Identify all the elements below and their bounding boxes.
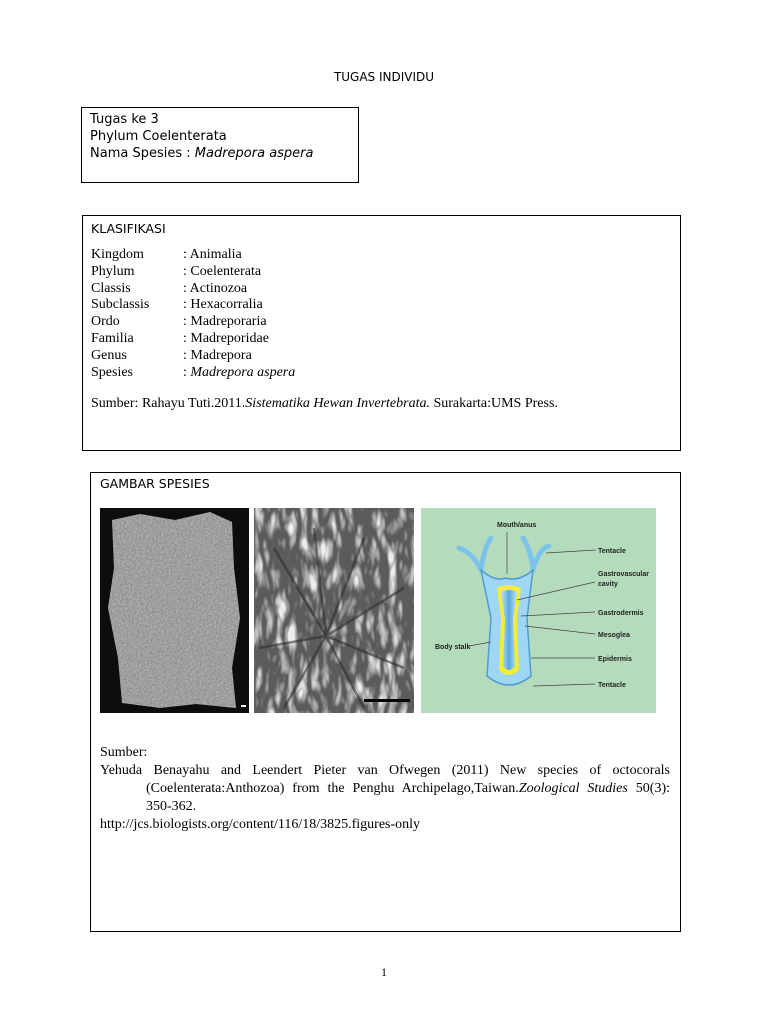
- label-gastro-cavity-1: Gastrovascular: [598, 571, 649, 578]
- classification-row: [91, 314, 672, 331]
- images-heading: GAMBAR SPESIES: [100, 476, 210, 491]
- classification-row: [91, 348, 672, 365]
- row-key: Kingdom: [91, 247, 144, 262]
- page-number: 1: [381, 965, 387, 979]
- coral-photo-closeup: [254, 508, 414, 713]
- label-body-stalk: Body stalk: [435, 644, 471, 651]
- task-info-box: [81, 107, 359, 183]
- label-tentacle-top: Tentacle: [598, 548, 626, 555]
- coelenterate-anatomy-diagram: [421, 508, 656, 713]
- classification-source: [91, 396, 672, 412]
- source-title: Sistematika Hewan Invertebrata.: [245, 396, 430, 412]
- label-mesoglea: Mesoglea: [598, 632, 630, 639]
- row-key: Familia: [91, 330, 134, 346]
- reference-1-text: Yehuda Benayahu and Leendert Pieter van Ofwegen (2011) New species of octocorals (Coelenterata:Anthozoa) from the Penghu Archipelago,Taiwan.: [100, 763, 670, 796]
- species-line: [90, 145, 350, 162]
- row-key: Ordo: [91, 314, 120, 330]
- classification-row: [91, 264, 672, 281]
- row-value: : Madreporaria: [183, 314, 267, 330]
- classification-box: [82, 215, 681, 451]
- row-value: : Hexacorralia: [183, 297, 263, 313]
- row-key: Phylum: [91, 263, 135, 279]
- row-key: Genus: [91, 347, 127, 363]
- page-title: TUGAS INDIVIDU: [333, 70, 435, 84]
- label-gastro-cavity-2: cavity: [598, 581, 618, 588]
- species-images-box: [90, 472, 681, 932]
- reference-1-end: 50(3): 350-362.: [146, 781, 670, 814]
- row-key: Subclassis: [91, 297, 150, 313]
- source-suffix: Surakarta:UMS Press.: [429, 396, 558, 412]
- coral-photo-whole: [100, 508, 249, 713]
- reference-1-journal: Zoological Studies: [518, 781, 628, 796]
- label-tentacle-bottom: Tentacle: [598, 682, 626, 689]
- classification-row: [91, 281, 672, 298]
- classification-row: [91, 247, 672, 264]
- label-mouth: Mouth/anus: [497, 522, 537, 529]
- row-value: : Animalia: [183, 247, 242, 262]
- label-gastrodermis: Gastrodermis: [598, 610, 644, 617]
- label-epidermis: Epidermis: [598, 656, 632, 663]
- source-prefix: Sumber: Rahayu Tuti.2011.: [91, 396, 246, 412]
- classification-row: [91, 297, 672, 314]
- row-key: Classis: [91, 280, 131, 296]
- classification-row: [91, 331, 672, 348]
- classification-heading: KLASIFIKASI: [91, 221, 166, 236]
- row-value: Madrepora aspera: [190, 364, 296, 380]
- row-value-sep: :: [183, 364, 191, 380]
- sources-heading: Sumber:: [100, 745, 148, 760]
- species-name: Madrepora aspera: [194, 146, 314, 161]
- reference-2-url[interactable]: http://jcs.biologists.org/content/116/18/3825.figures-only: [100, 817, 421, 832]
- reference-1: [100, 762, 670, 816]
- phylum-line: Phylum Coelenterata: [90, 129, 227, 144]
- species-label: Nama Spesies :: [90, 146, 195, 161]
- image-sources: [100, 744, 670, 834]
- task-number: Tugas ke 3: [90, 112, 159, 127]
- classification-row: [91, 365, 672, 382]
- row-value: : Madreporidae: [183, 330, 269, 346]
- row-key: Spesies: [91, 364, 133, 380]
- row-value: : Actinozoa: [183, 280, 248, 296]
- row-value: : Coelenterata: [183, 263, 262, 279]
- row-value: : Madrepora: [183, 347, 252, 363]
